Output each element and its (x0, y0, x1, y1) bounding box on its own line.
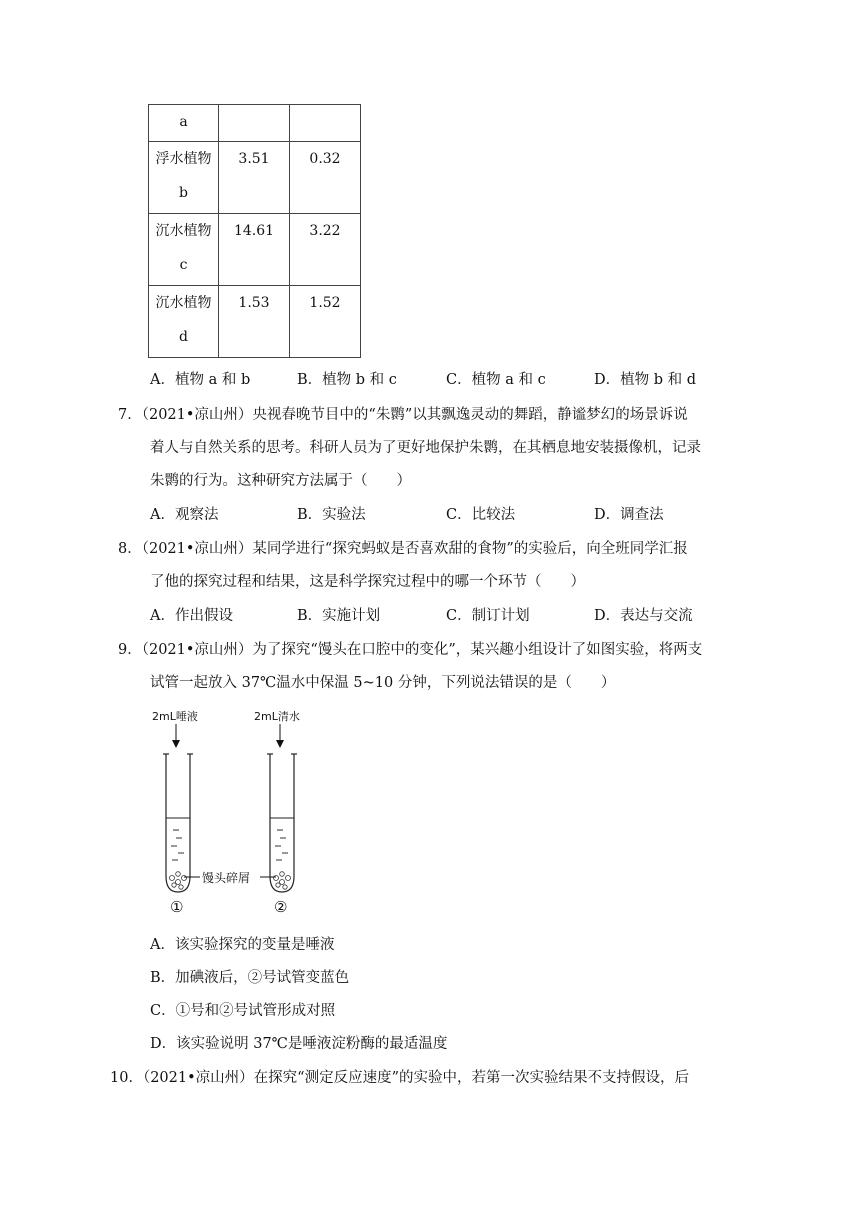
test-tube-2 (267, 754, 297, 892)
q8-stem-line-2: 了他的探究过程和结果，这是科学探究过程中的哪一个环节（ ） (150, 574, 585, 590)
tube1-number: ① (170, 898, 184, 916)
q7-stem-line-2: 着人与自然关系的思考。科研人员为了更好地保护朱鹮，在其栖息地安装摄像机，记录 (150, 440, 701, 456)
table-row (149, 286, 361, 358)
table-cell: a (149, 105, 219, 142)
table-cell: 1.52 (290, 286, 361, 358)
tube2-number: ② (274, 898, 288, 916)
q8-option-a: A．作出假设 (150, 608, 233, 624)
test-tube-figure (150, 706, 310, 916)
cell-text: 浮水植物 (155, 151, 212, 167)
cell-text: b (179, 185, 188, 201)
q10-stem-line-1: 10．（2021•凉山州）在探究“测定反应速度”的实验中，若第一次实验结果不支持假设，后 (110, 1070, 689, 1086)
q7-option-a: A．观察法 (150, 507, 219, 523)
q6-option-c: C．植物 a 和 c (446, 372, 546, 388)
cell-text: d (179, 329, 188, 345)
q7-stem-line-1: 7．（2021•凉山州）央视春晚节目中的“朱鹮”以其飘逸灵动的舞蹈，静谧梦幻的场景诉说 (118, 407, 688, 423)
q9-option-d: D．该实验说明 37℃是唾液淀粉酶的最适温度 (150, 1036, 448, 1052)
q9-option-a: A．该实验探究的变量是唾液 (150, 937, 335, 953)
table-cell: 0.32 (290, 142, 361, 214)
tube2-label: 2mL清水 (254, 710, 300, 723)
table-cell: 14.61 (219, 214, 290, 286)
q9-option-c: C．①号和②号试管形成对照 (150, 1003, 336, 1019)
q8-option-c: C．制订计划 (446, 608, 530, 624)
q6-option-b: B．植物 b 和 c (297, 372, 397, 388)
table-cell: 3.51 (219, 142, 290, 214)
tube1-label: 2mL唾液 (152, 710, 198, 723)
table-row (149, 105, 361, 142)
table-cell (149, 214, 219, 286)
q9-option-b: B．加碘液后，②号试管变蓝色 (150, 970, 350, 986)
q7-stem-line-3: 朱鹮的行为。这种研究方法属于（ ） (150, 473, 411, 489)
q7-option-c: C．比较法 (446, 507, 516, 523)
q8-option-d: D．表达与交流 (594, 608, 693, 624)
cell-text: c (179, 257, 188, 273)
q7-option-b: B．实验法 (297, 507, 366, 523)
table-cell: 3.22 (290, 214, 361, 286)
data-table (148, 104, 361, 358)
q7-option-d: D．调查法 (594, 507, 664, 523)
table-cell: 1.53 (219, 286, 290, 358)
q6-option-d: D．植物 b 和 d (594, 372, 697, 388)
middle-label: 馒头碎屑 (202, 871, 251, 885)
q9-stem-line-1: 9．（2021•凉山州）为了探究“馒头在口腔中的变化”，某兴趣小组设计了如图实验，将两支 (118, 642, 703, 658)
test-tube-1 (163, 754, 193, 892)
table-row (149, 142, 361, 214)
arrow-down-icon (276, 724, 284, 748)
q6-option-a: A．植物 a 和 b (150, 372, 251, 388)
arrow-down-icon (172, 724, 180, 748)
table-cell (290, 105, 361, 142)
q8-stem-line-1: 8．（2021•凉山州）某同学进行“探究蚂蚁是否喜欢甜的食物”的实验后，向全班同学汇报 (118, 541, 688, 557)
q9-stem-line-2: 试管一起放入 37℃温水中保温 5~10 分钟，下列说法错误的是（ ） (150, 675, 616, 691)
table-row (149, 214, 361, 286)
table-cell (149, 286, 219, 358)
q8-option-b: B．实施计划 (297, 608, 381, 624)
cell-text: 沉水植物 (155, 295, 212, 311)
table-cell (149, 142, 219, 214)
table-cell (219, 105, 290, 142)
cell-text: 沉水植物 (155, 223, 212, 239)
